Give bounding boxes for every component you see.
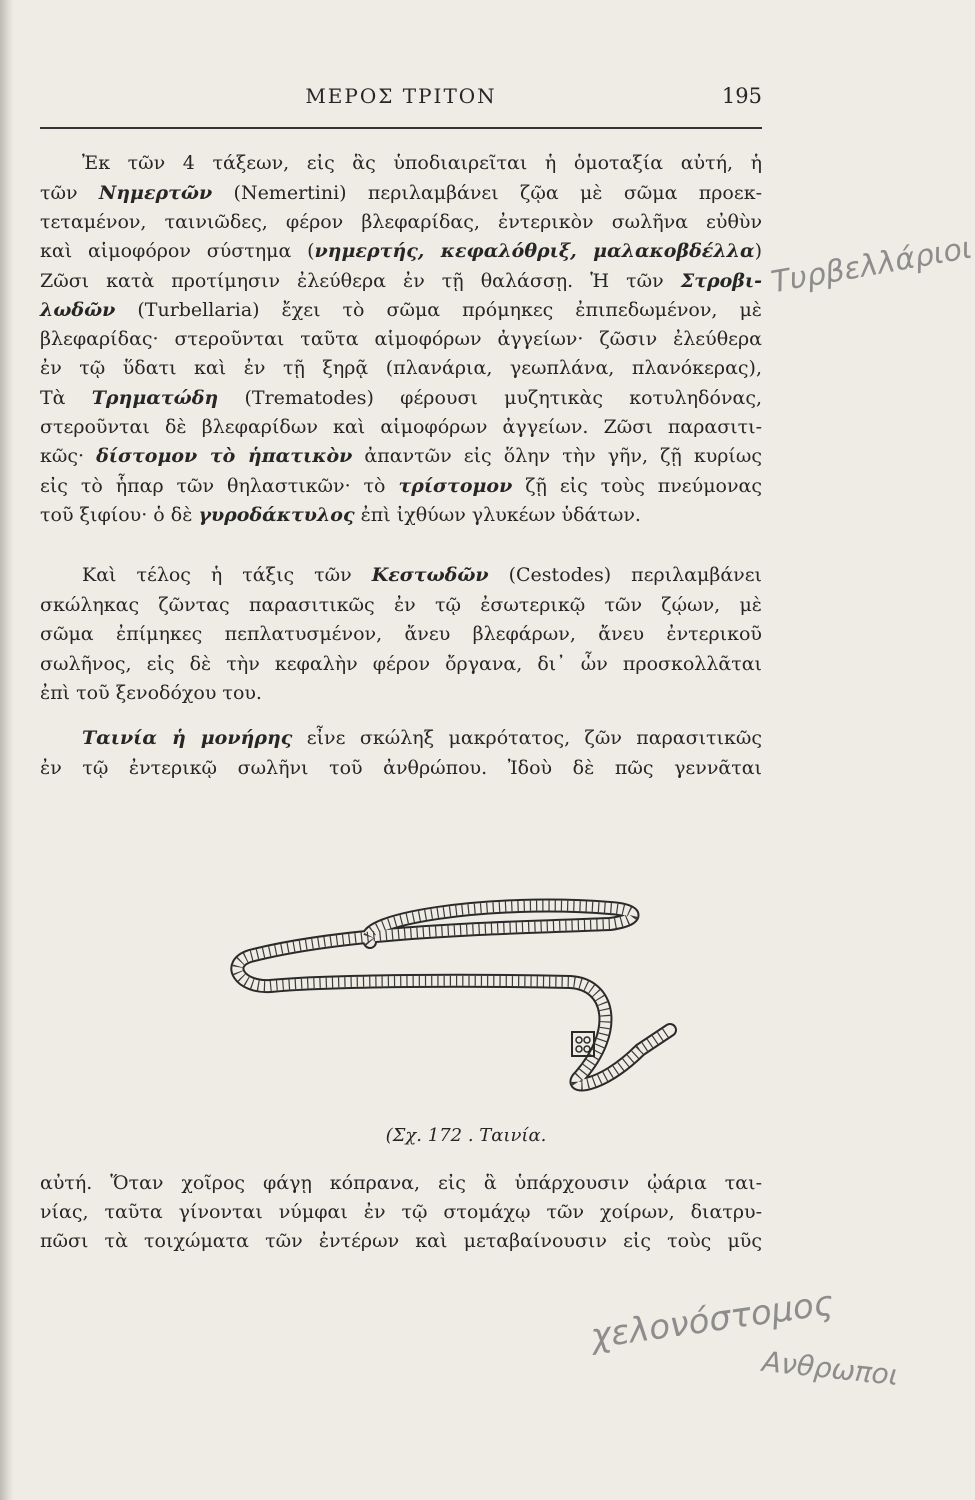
text-run: Καὶ τέλος ἡ τάξις τῶν	[82, 564, 372, 586]
text-run: στεροῦνται δὲ βλεφαρίδων καὶ αἱμοφόρων ἀγγείων. Ζῶσι παρασιτι-	[40, 416, 762, 438]
text-line	[40, 150, 762, 176]
text-line	[40, 562, 762, 588]
page-spine-shadow	[0, 0, 14, 1500]
text-run: σωλῆνος, εἰς δὲ τὴν κεφαλὴν φέρον ὄργανα, δι᾽ ὧν προσκολλᾶται	[40, 653, 762, 675]
text-line	[40, 725, 762, 751]
text-run: ἀπαντῶν εἰς ὅλην τὴν γῆν, ζῇ κυρίως	[352, 445, 763, 467]
text-line	[40, 326, 762, 352]
text-run: τεταμένον, ταινιῶδες, φέρον βλεφαρίδας, ἐντερικὸν σωλῆνα εὐθὺν	[40, 211, 762, 233]
tapeworm-figure	[220, 880, 620, 1080]
text-run: (Cestodes) περιλαμβάνει	[488, 564, 763, 586]
text-run: Ζῶσι κατὰ προτίμησιν ἐλεύθερα ἐν τῇ θαλάσσῃ. Ἡ τῶν	[40, 270, 681, 292]
text-run: σῶμα ἐπίμηκες πεπλατυσμένον, ἄνευ βλεφάρων, ἄνευ ἐντερικοῦ	[40, 623, 762, 645]
term-emphasis: Κεστωδῶν	[371, 564, 489, 586]
term-emphasis: δίστομον τὸ ἡπατικὸν	[96, 445, 353, 467]
text-line	[40, 180, 762, 206]
text-run: τῶν	[40, 182, 99, 204]
term-emphasis: Νημερτῶν	[98, 182, 213, 204]
term-emphasis: Τρηματώδη	[91, 387, 219, 409]
text-line	[40, 238, 762, 264]
text-line	[40, 651, 762, 677]
text-run: )	[754, 240, 763, 262]
text-run: πῶσι τὰ τοιχώματα τῶν ἐντέρων καὶ μεταβαίνουσιν εἰς τοὺς μῦς	[40, 1230, 762, 1252]
text-run: εἶνε σκώληξ μακρότατος, ζῶν παρασιτικῶς	[292, 727, 763, 749]
text-run: αὐτή. Ὅταν χοῖρος φάγῃ κόπρανα, εἰς ἃ ὑπάρχουσιν ᾠάρια ται-	[40, 1172, 762, 1194]
text-line	[40, 502, 762, 528]
text-run: κῶς·	[40, 445, 97, 467]
text-line	[40, 268, 762, 294]
term-emphasis: Ταινία ἡ μονήρης	[82, 727, 293, 749]
text-run: ἐπὶ ἰχθύων γλυκέων ὑδάτων.	[354, 504, 641, 526]
text-run: τοῦ ξιφίου· ὁ δὲ	[40, 504, 199, 526]
text-run: εἰς τὸ ἧπαρ τῶν θηλαστικῶν· τὸ	[40, 475, 399, 497]
text-run: βλεφαρίδας· στεροῦνται ταῦτα αἱμοφόρων ἀγγείων· ζῶσιν ἐλεύθερα	[40, 328, 762, 350]
running-head: ΜΕΡΟΣ ΤΡΙΤΟΝ	[305, 84, 497, 108]
text-line	[40, 1228, 762, 1254]
figure-caption: (Σχ. 172 . Ταινία.	[385, 1125, 547, 1146]
text-run: Τὰ	[40, 387, 92, 409]
text-line	[40, 680, 762, 706]
page-number: 195	[721, 84, 762, 108]
term-emphasis: Στροβι-	[680, 270, 762, 292]
text-line	[40, 592, 762, 618]
header-rule	[40, 127, 762, 129]
term-emphasis: γυροδάκτυλος	[198, 504, 355, 526]
text-line	[40, 755, 762, 781]
term-emphasis: τρίστομον	[398, 475, 513, 497]
text-line	[40, 443, 762, 469]
handwritten-bottom-note-1: χελονόστομος	[588, 1283, 837, 1357]
text-line	[40, 1170, 762, 1196]
page-header	[40, 82, 762, 112]
text-run: Ἐκ τῶν 4 τάξεων, εἰς ἃς ὑποδιαιρεῖται ἡ ὁμοταξία αὐτή, ἡ	[82, 152, 762, 174]
text-run: (Turbellaria) ἔχει τὸ σῶμα πρόμηκες ἐπιπεδωμένον, μὲ	[115, 299, 762, 321]
term-emphasis: νημερτής, κεφαλόθριξ, μαλακοβδέλλα	[314, 240, 755, 262]
text-line	[40, 209, 762, 235]
text-line	[40, 621, 762, 647]
text-line	[40, 1199, 762, 1225]
text-line	[40, 355, 762, 381]
text-run: ἐπὶ τοῦ ξενοδόχου του.	[40, 682, 262, 704]
text-run: ζῇ εἰς τοὺς πνεύμονας	[512, 475, 762, 497]
text-line	[40, 473, 762, 499]
text-run: ἐν τῷ ὕδατι καὶ ἐν τῇ ξηρᾷ (πλανάρια, γεωπλάνα, πλανόκερας),	[40, 357, 762, 379]
term-emphasis: λωδῶν	[40, 299, 116, 321]
text-run: (Nemertini) περιλαμβάνει ζῷα μὲ σῶμα προεκ-	[212, 182, 762, 204]
text-line	[40, 385, 762, 411]
text-run: (Trematodes) φέρουσι μυζητικὰς κοτυληδόνας,	[218, 387, 762, 409]
text-run: καὶ αἱμοφόρον σύστημα (	[40, 240, 315, 262]
text-line	[40, 297, 762, 323]
handwritten-margin-note: Τυρβελλάριοι	[768, 230, 975, 301]
text-run: ἐν τῷ ἐντερικῷ σωλῆνι τοῦ ἀνθρώπου. Ἰδοὺ δὲ πῶς γεννᾶται	[40, 757, 762, 779]
text-run: νίας, ταῦτα γίνονται νύμφαι ἐν τῷ στομάχῳ τῶν χοίρων, διατρυ-	[40, 1201, 762, 1223]
text-line	[40, 414, 762, 440]
handwritten-bottom-note-2: Ανθρωποι	[760, 1344, 900, 1393]
text-run: σκώληκας ζῶντας παρασιτικῶς ἐν τῷ ἐσωτερικῷ τῶν ζῴων, μὲ	[40, 594, 762, 616]
